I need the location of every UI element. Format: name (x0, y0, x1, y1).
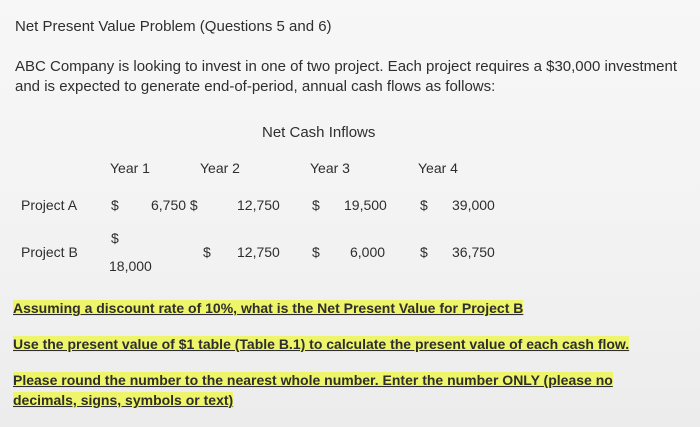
project-a-y3-value: 19,500 (344, 197, 387, 213)
instruction-rounding-line-2 (13, 390, 233, 410)
project-b-y4-currency: $ (420, 244, 428, 260)
year-header-3: Year 3 (310, 160, 350, 176)
instruction-table-note-text: Use the present value of $1 table (Table B.1) to calculate the present value of each cash flow. (13, 336, 630, 352)
instruction-rounding-text-1: Please round the number to the nearest whole number. Enter the number ONLY (please no (13, 372, 613, 388)
project-b-y2-value: 12,750 (237, 244, 280, 260)
project-a-y2-value: 12,750 (237, 197, 280, 213)
project-b-y3-currency: $ (312, 244, 320, 260)
row-label-project-a: Project A (21, 197, 78, 213)
intro-line-1: ABC Company is looking to invest in one of two project. Each project requires a $30,000 investment (15, 58, 678, 75)
project-a-y3-currency: $ (312, 197, 320, 213)
instruction-rounding-text-2: decimals, signs, symbols or text) (13, 392, 234, 408)
project-b-y4-value: 36,750 (452, 244, 495, 260)
project-b-y3-value: 6,000 (350, 244, 386, 260)
instruction-question (13, 298, 523, 318)
intro-line-2: and is expected to generate end-of-period, annual cash flows as follows: (15, 78, 496, 95)
instruction-question-text: Assuming a discount rate of 10%, what is the Net Present Value for Project B (13, 300, 524, 316)
page-title: Net Present Value Problem (Questions 5 and 6) (15, 18, 332, 35)
project-a-y4-value: 39,000 (452, 197, 495, 213)
row-label-project-b: Project B (21, 244, 78, 260)
project-b-y1-currency: $ (111, 230, 119, 246)
instruction-table-note (13, 334, 629, 354)
intro-paragraph (15, 57, 695, 97)
project-a-y4-currency: $ (420, 197, 428, 213)
project-a-y1-value: 6,750 $ (151, 197, 198, 213)
table-caption: Net Cash Inflows (262, 124, 376, 141)
project-a-y1-currency: $ (111, 197, 119, 213)
year-header-2: Year 2 (200, 160, 240, 176)
year-header-1: Year 1 (110, 160, 150, 176)
instruction-rounding-line-1 (13, 370, 613, 390)
project-b-y1-value: 18,000 (109, 258, 152, 274)
project-b-y2-currency: $ (203, 244, 211, 260)
year-header-4: Year 4 (418, 160, 458, 176)
